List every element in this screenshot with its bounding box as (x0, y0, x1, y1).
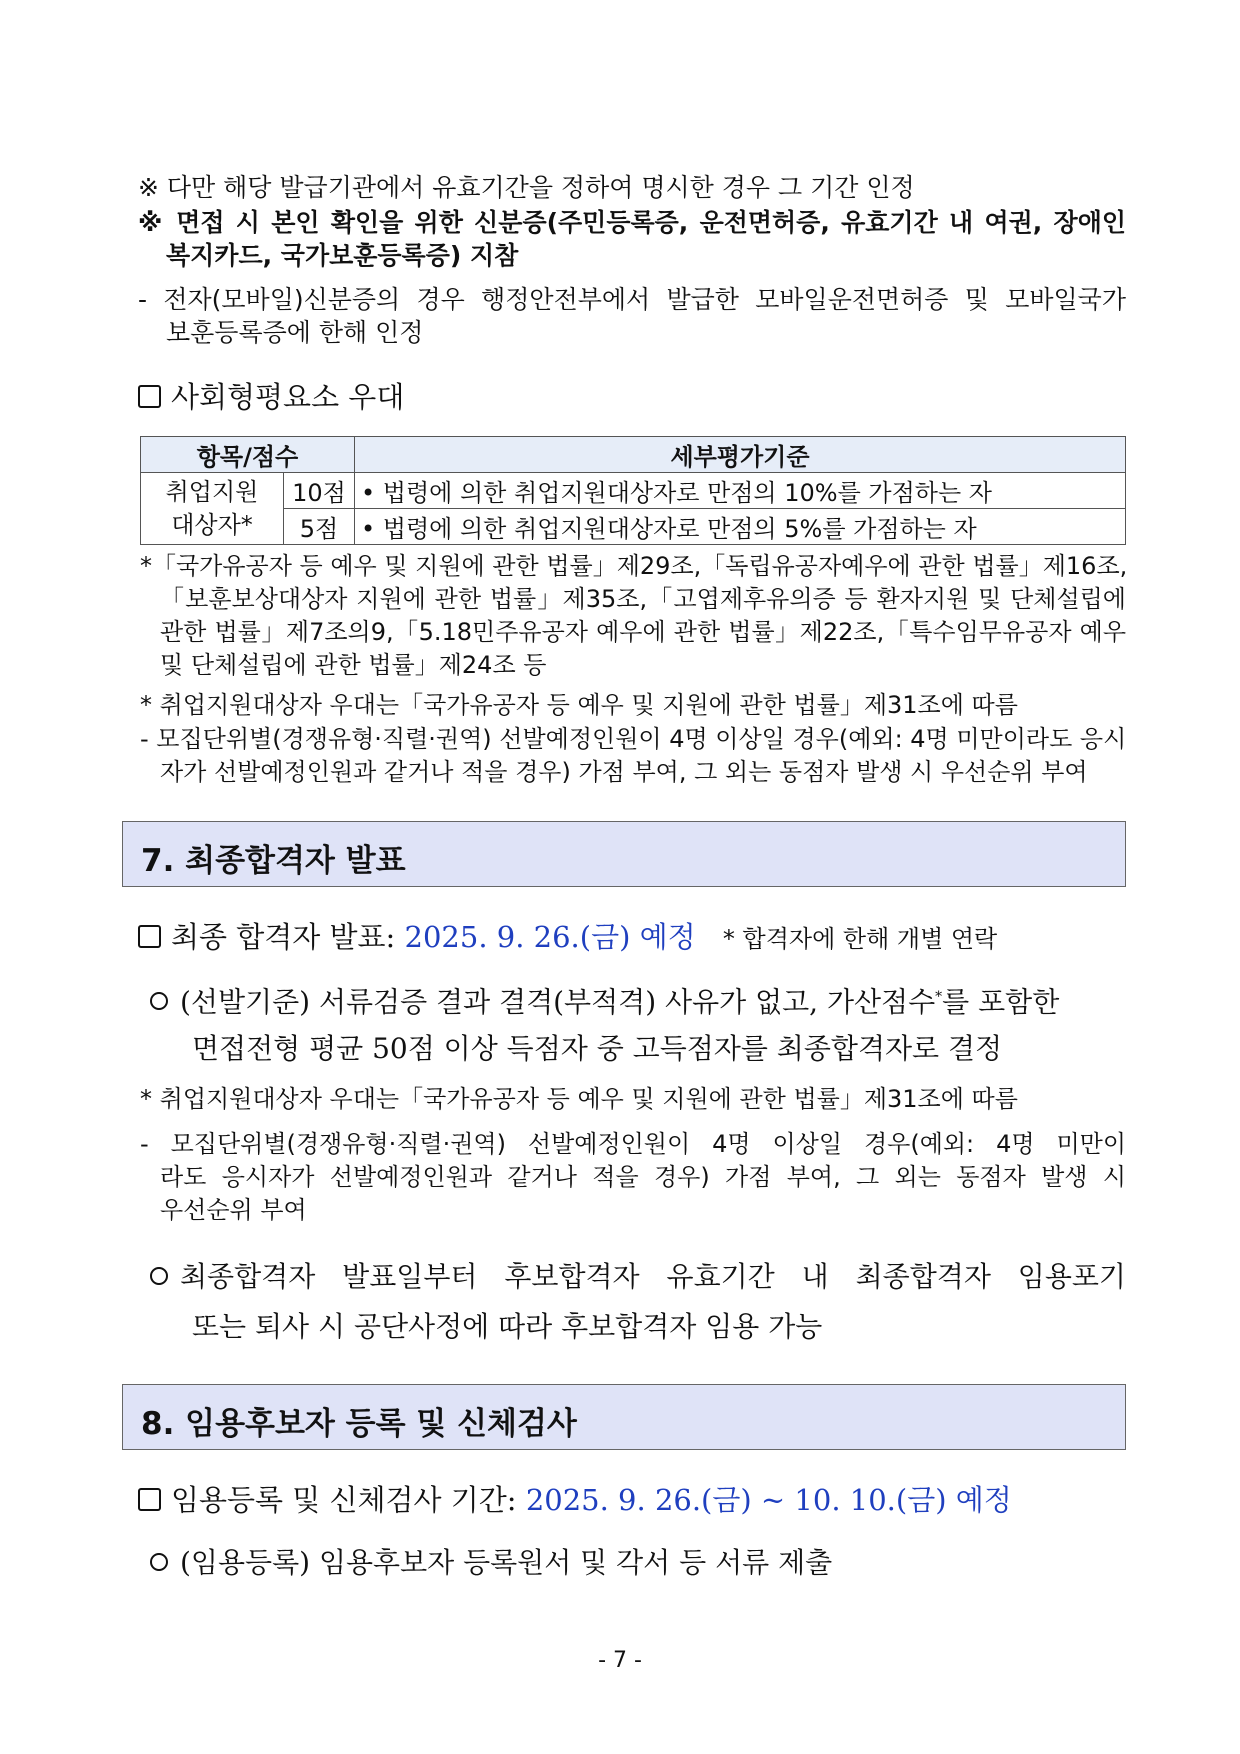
table-score-10: 10점 (284, 473, 355, 509)
table-header-criteria: 세부평가기준 (355, 437, 1126, 473)
registration-label: 임용등록 및 신체검사 기간: (171, 1483, 517, 1517)
s7-footnote-bonus-2: 라도 응시자가 선발예정인원과 같거나 적을 경우) 가점 부여, 그 외는 동점자 발생 시 (160, 1163, 1126, 1191)
registration-date: 2025. 9. 26.(금) ~ 10. 10.(금) 예정 (525, 1483, 1012, 1517)
note-id-required-line1: ※ 면접 시 본인 확인을 위한 신분증(주민등록증, 운전면허증, 유효기간 내 여권, 장애인 (138, 208, 1126, 237)
registration-documents: (임용등록) 임용후보자 등록원서 및 각서 등 서류 제출 (180, 1546, 833, 1579)
table-row (141, 509, 1126, 545)
social-footnote-bonus-1: - 모집단위별(경쟁유형·직렬·권역) 선발예정인원이 4명 이상일 경우(예외: 4명 미만이라도 응시 (140, 725, 1127, 753)
social-heading (138, 378, 1126, 416)
alternate-line2: 또는 퇴사 시 공단사정에 따라 후보합격자 임용 가능 (192, 1310, 823, 1343)
social-footnote-law-2: 「보훈보상대상자 지원에 관한 법률」제35조,「고엽제후유의증 등 환자지원 및 단체설립에 (160, 585, 1126, 613)
criteria-line1b: 를 포함한 (942, 985, 1060, 1019)
table-header-item: 항목/점수 (141, 437, 355, 473)
table-row (141, 473, 1126, 509)
table-header-row (141, 437, 1126, 473)
checkbox-square-icon (138, 1488, 161, 1511)
table-row-label (141, 473, 284, 545)
registration-circle-item (150, 1544, 1138, 1582)
final-announcement-label: 최종 합격자 발표: (171, 920, 396, 954)
row-label-line2: 대상자* (171, 510, 253, 539)
social-footnote-law-1: *「국가유공자 등 예우 및 지원에 관한 법률」제29조,「독립유공자예우에 관한 법률」제16조, (140, 552, 1128, 580)
s7-footnote-preference: * 취업지원대상자 우대는「국가유공자 등 예우 및 지원에 관한 법률」제31조에 따름 (140, 1085, 1018, 1113)
checkbox-square-icon (138, 925, 161, 948)
circle-bullet-icon (150, 1267, 168, 1285)
criteria-line2: 면접전형 평균 50점 이상 득점자 중 고득점자를 최종합격자로 결정 (192, 1032, 1003, 1065)
note-id-required-line2: 복지카드, 국가보훈등록증) 지참 (166, 241, 519, 270)
s7-footnote-bonus-1: - 모집단위별(경쟁유형·직렬·권역) 선발예정인원이 4명 이상일 경우(예외: 4명 미만이 (140, 1130, 1126, 1158)
final-announcement-item (138, 918, 1126, 958)
circle-bullet-icon (150, 1553, 168, 1571)
note-mobile-id-line2: 보훈등록증에 한해 인정 (166, 318, 424, 347)
row-label-line1: 취업지원 (165, 477, 259, 506)
section-7-title: 7. 최종합격자 발표 (141, 843, 406, 879)
alternate-circle-item (150, 1258, 1126, 1296)
checkbox-square-icon (138, 385, 161, 408)
s7-footnote-bonus-3: 우선순위 부여 (160, 1196, 307, 1224)
social-footnote-law-4: 및 단체설립에 관한 법률」제24조 등 (160, 651, 547, 679)
social-footnote-preference: * 취업지원대상자 우대는「국가유공자 등 예우 및 지원에 관한 법률」제31조에 따름 (140, 691, 1018, 719)
table-criteria-5: • 법령에 의한 취업지원대상자로 만점의 5%를 가점하는 자 (355, 509, 1126, 545)
page-number: - 7 - (598, 1648, 642, 1673)
social-table (140, 436, 1126, 545)
criteria-sup: * (935, 989, 943, 1005)
criteria-circle-item (150, 978, 1126, 1021)
alternate-line1: 최종합격자 발표일부터 후보합격자 유효기간 내 최종합격자 임용포기 (180, 1260, 1126, 1293)
section-7-header (122, 821, 1126, 887)
circle-bullet-icon (150, 992, 168, 1010)
table-criteria-10: • 법령에 의한 취업지원대상자로 만점의 10%를 가점하는 자 (355, 473, 1126, 509)
note-validity: ※ 다만 해당 발급기관에서 유효기간을 정하여 명시한 경우 그 기간 인정 (138, 173, 915, 202)
section-8-header (122, 1384, 1126, 1450)
social-heading-text: 사회형평요소 우대 (171, 380, 405, 414)
social-footnote-bonus-2: 자가 선발예정인원과 같거나 적을 경우) 가점 부여, 그 외는 동점자 발생 시 우선순위 부여 (160, 758, 1088, 786)
table-score-5: 5점 (284, 509, 355, 545)
social-footnote-law-3: 관한 법률」제7조의9,「5.18민주유공자 예우에 관한 법률」제22조,「특수임무유공자 예우 (160, 618, 1126, 646)
final-announcement-note: * 합격자에 한해 개별 연락 (722, 925, 998, 953)
criteria-line1a: (선발기준) 서류검증 결과 결격(부적격) 사유가 없고, 가산점수 (180, 985, 936, 1019)
final-announcement-date: 2025. 9. 26.(금) 예정 (404, 920, 696, 954)
registration-item (138, 1481, 1126, 1519)
section-8-title: 8. 임용후보자 등록 및 신체검사 (141, 1406, 577, 1442)
note-mobile-id-line1: - 전자(모바일)신분증의 경우 행정안전부에서 발급한 모바일운전면허증 및 모바일국가 (138, 285, 1126, 314)
